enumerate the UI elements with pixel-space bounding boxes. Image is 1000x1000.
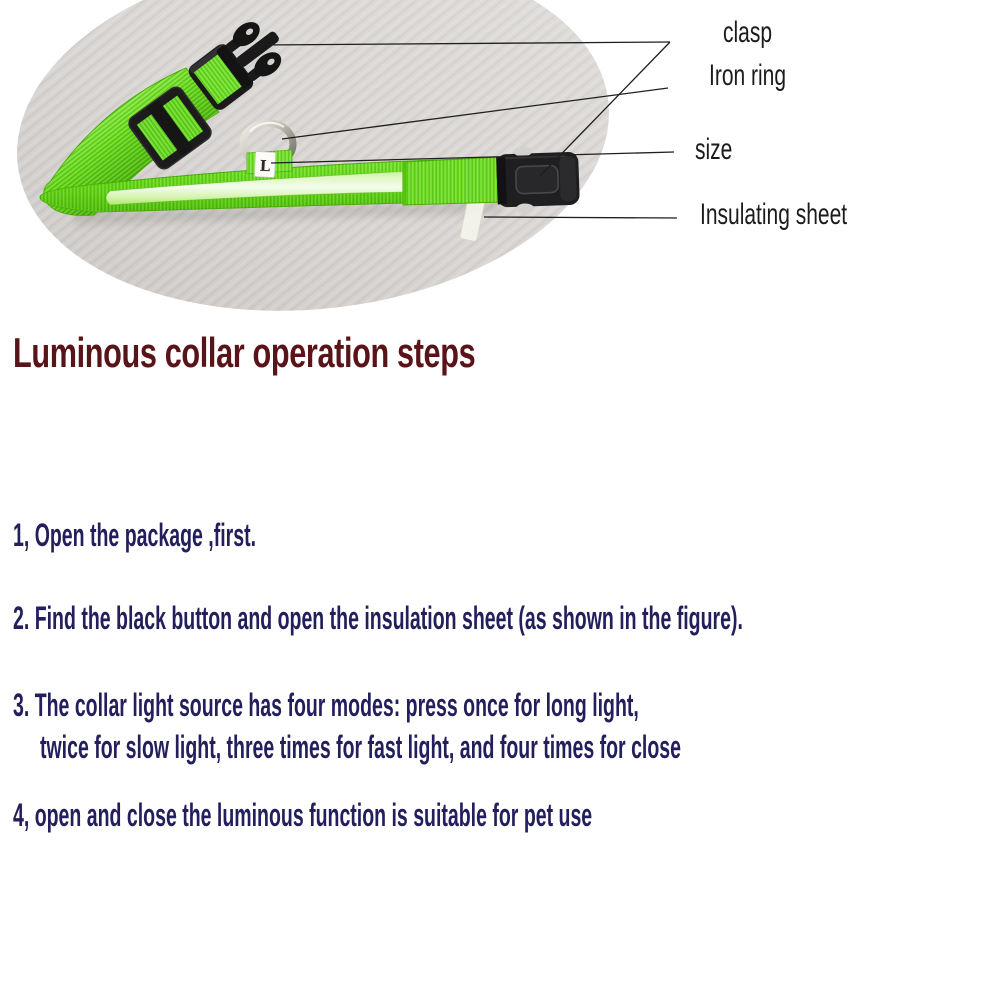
step-3-line-1: 3. The collar light source has four modes: press once for long light, <box>13 687 639 723</box>
size-tag-letter: L <box>259 156 271 176</box>
callout-label-clasp: clasp <box>723 16 773 49</box>
callout-label-insulating-sheet: Insulating sheet <box>700 198 848 231</box>
callout-label-size: size <box>695 133 733 166</box>
size-tag <box>254 151 275 177</box>
callout-label-iron-ring: Iron ring <box>709 59 787 92</box>
step-4: 4, open and close the luminous function is suitable for pet use <box>13 797 593 833</box>
page-title: Luminous collar operation steps <box>13 329 476 376</box>
step-1: 1, Open the package ,first. <box>13 517 256 553</box>
step-3-line-2: twice for slow light, three times for fast light, and four times for close <box>40 729 681 765</box>
collar-photo <box>0 0 1000 330</box>
buckle-release-button <box>516 165 559 193</box>
step-2: 2. Find the black button and open the insulation sheet (as shown in the figure). <box>13 600 743 636</box>
strap-fold-section <box>403 157 503 205</box>
